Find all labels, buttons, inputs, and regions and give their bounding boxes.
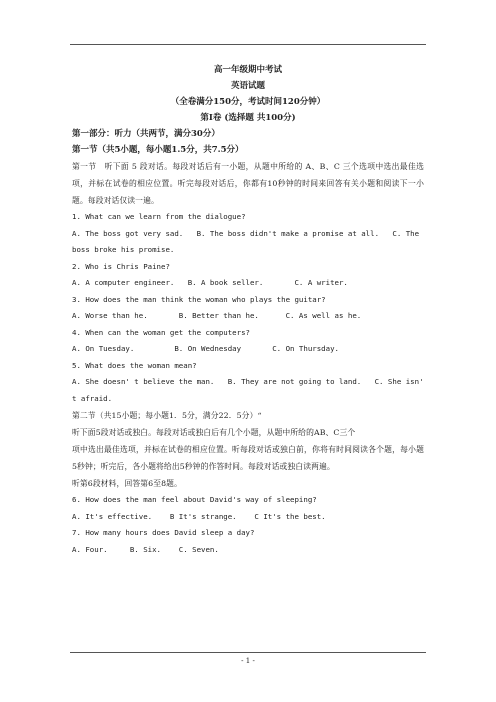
question-text: 4. When can the woman get the computers? [72, 327, 250, 337]
question-text: 7. How many hours does David sleep a day? [72, 528, 255, 537]
question-options: A. The boss got very sad. B. The boss didn't make a promise at all. C. The boss broke his promise. [72, 228, 424, 254]
section2-instructions-3: 听第6段材料，回答第6至8题。 [72, 479, 182, 488]
question-options: A. It's effective. B It's strange. C It's the best. [72, 511, 326, 521]
section2-instructions-2: 项中选出最佳选项，并标在试卷的相应位置。听每段对话或独白前，你将有时间阅读各个题，每小题5秒钟；听完后，各小题将给出5秒钟的作答时间。每段对话或独白读两遍。 [72, 445, 424, 471]
section1-instructions: 第一节 听下面 5 段对话。每段对话后有一小题，从题中所给的 A、B、C 三个选项中选出最佳选项，并标在试卷的相应位置。听完每段对话后，你都有10秒钟的时间来回答有关小题和阅读下一小题。每段对话仅读一遍。 [72, 162, 424, 205]
section2-title: 第二节（共15小题；每小题1．5分，满分22．5分）“ [72, 411, 262, 420]
question-options: A. She doesn' t believe the man. B. They are not going to land. C. She isn' t afraid. [72, 377, 428, 403]
exam-info: （全卷满分150分，考试时间120分钟） [170, 97, 326, 107]
footer-rule [70, 652, 426, 653]
question-text: 6. How does the man feel about David's way of sleeping? [72, 495, 317, 504]
section1-title: 第一节（共5小题，每小题1.5分，共7.5分） [72, 145, 244, 155]
question-options: A. Worse than he. B. Better than he. C. As well as he. [72, 311, 362, 320]
section2-instructions-1: 听下面5段对话或独白。每段对话或独白后有几个小题，从题中所给的AB、C三个 [72, 428, 356, 437]
question-text: 5. What does the woman mean? [72, 360, 197, 370]
exam-subject: 英语试题 [230, 81, 265, 91]
question-options: A. On Tuesday. B. On Wednesday C. On Thursday. [72, 344, 339, 353]
volume-title: 第Ⅰ卷 (选择题 共100分) [200, 113, 296, 123]
question-text: 2. Who is Chris Paine? [72, 261, 170, 271]
question-options: A. Four. B. Six. C. Seven. [72, 544, 219, 554]
question-list-2 [72, 492, 424, 558]
part1-title: 第一部分：听力（共两节，满分30分） [72, 129, 220, 139]
exam-content [72, 62, 428, 558]
question-options: A. A computer engineer. B. A book seller. C. A writer. [72, 278, 348, 287]
question-list-1 [72, 209, 428, 407]
question-text: 1. What can we learn from the dialogue? [72, 212, 246, 221]
exam-title: 高一年级期中考试 [213, 65, 282, 75]
question-text: 3. How does the man think the woman who plays the guitar? [72, 294, 326, 304]
page-number: - 1 - [241, 657, 255, 665]
header-rule [70, 44, 426, 45]
